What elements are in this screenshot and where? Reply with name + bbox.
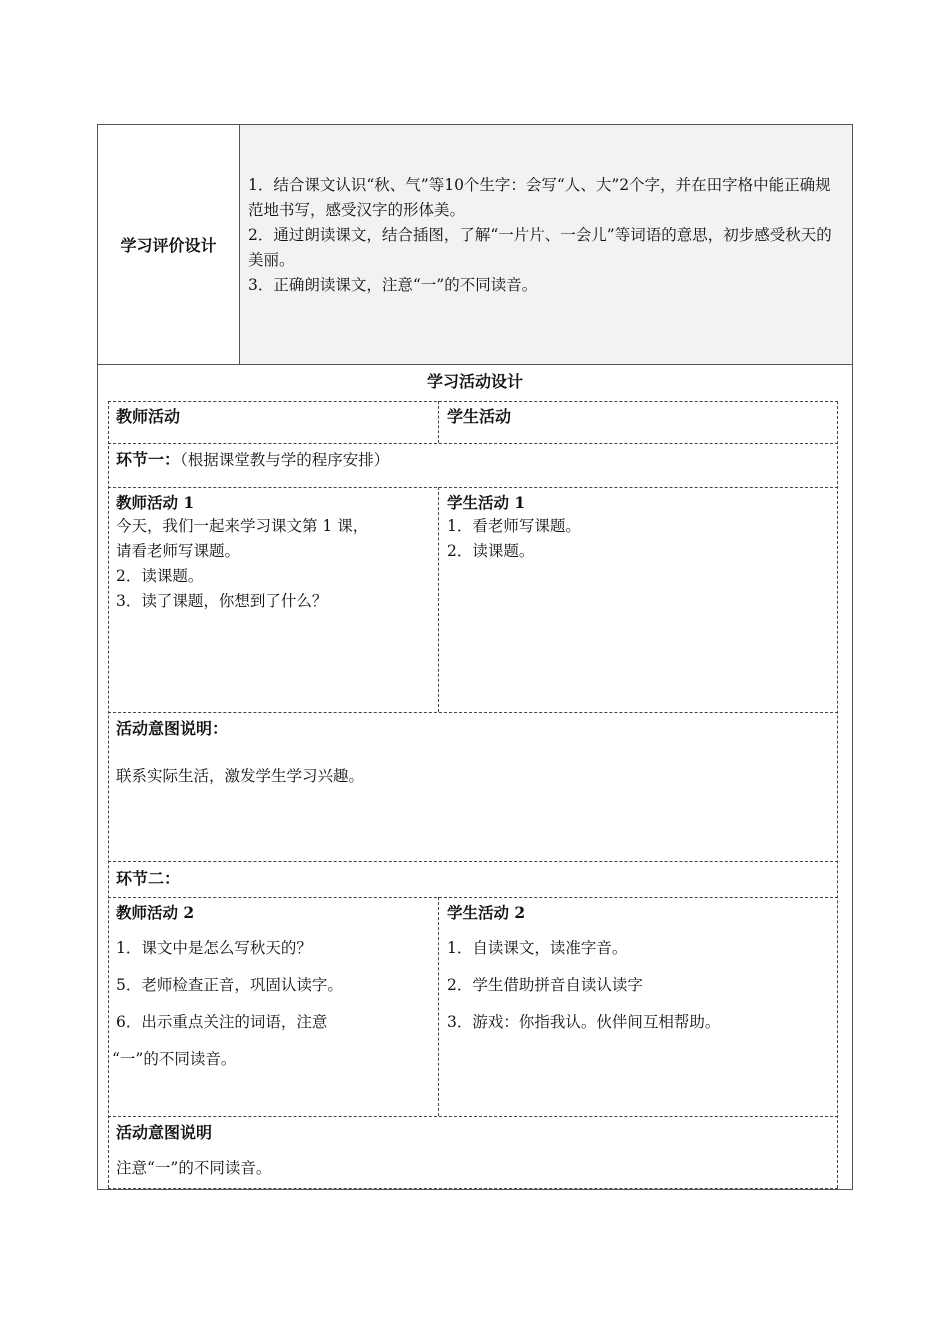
student-activity-2-line: 1．自读课文，读准字音。 — [447, 939, 628, 957]
evaluation-item: 3．正确朗读课文，注意“一”的不同读音。 — [248, 276, 538, 294]
teacher-header: 教师活动 — [116, 407, 181, 426]
teacher-activity-2-line: 6．出示重点关注的词语，注意 — [116, 1013, 328, 1031]
stage2-intent-text: 注意“一”的不同读音。 — [116, 1159, 272, 1177]
evaluation-row — [98, 125, 852, 365]
divider — [438, 487, 439, 712]
teacher-activity-1-line: 2．读课题。 — [116, 567, 204, 585]
divider — [108, 1116, 838, 1117]
teacher-activity-2-line: 5．老师检查正音，巩固认读字。 — [116, 976, 343, 994]
student-header: 学生活动 — [447, 407, 512, 426]
stage1-intent-text: 联系实际生活，激发学生学习兴趣。 — [116, 767, 365, 785]
teacher-activity-1-line: 请看老师写课题。 — [116, 542, 241, 560]
divider — [108, 443, 838, 444]
divider — [108, 712, 838, 713]
divider — [438, 401, 439, 443]
divider — [438, 897, 439, 1116]
stage1-title-row — [116, 447, 389, 473]
teacher-activity-2-line: 1．课文中是怎么写秋天的？ — [116, 939, 312, 957]
evaluation-content — [240, 125, 852, 364]
divider — [108, 1188, 838, 1189]
evaluation-label: 学习评价设计 — [98, 125, 240, 364]
student-activity-2-line: 2．学生借助拼音自读认读字 — [447, 976, 643, 994]
student-activity-1-line: 2．读课题。 — [447, 542, 535, 560]
divider — [108, 401, 109, 1188]
activity-design-title: 学习活动设计 — [426, 372, 523, 391]
stage1-title: 环节一： — [116, 450, 181, 469]
stage2-intent-label: 活动意图说明 — [116, 1123, 213, 1142]
student-activity-2-line: 3．游戏：你指我认。伙伴间互相帮助。 — [447, 1013, 721, 1031]
student-activity-2-label: 学生活动 2 — [447, 903, 526, 922]
divider — [108, 487, 838, 488]
divider — [837, 401, 838, 1188]
stage1-intent-label: 活动意图说明： — [116, 719, 229, 738]
teacher-activity-2-label: 教师活动 2 — [116, 903, 195, 922]
divider — [108, 861, 838, 862]
student-activity-1-label: 学生活动 1 — [447, 493, 526, 512]
evaluation-item: 1．结合课文认识“秋、气”等10个生字：会写“人、大”2个字，并在田字格中能正确规范地书写，感受汉字的形体美。 — [248, 176, 831, 219]
divider — [108, 401, 838, 402]
teacher-activity-1-line: 今天，我们一起来学习课文第 1 课， — [116, 517, 369, 535]
divider — [108, 897, 838, 898]
stage2-title: 环节二： — [116, 869, 181, 888]
teacher-activity-1-label: 教师活动 1 — [116, 493, 195, 512]
stage1-note: （根据课堂教与学的程序安排） — [180, 451, 390, 469]
student-activity-1-line: 1．看老师写课题。 — [447, 517, 581, 535]
evaluation-item: 2．通过朗读课文，结合插图，了解“一片片、一会儿”等词语的意思，初步感受秋天的美丽。 — [248, 226, 832, 269]
teacher-activity-1-line: 3．读了课题，你想到了什么？ — [116, 592, 328, 610]
teacher-activity-2-line: “一”的不同读音。 — [112, 1050, 237, 1068]
